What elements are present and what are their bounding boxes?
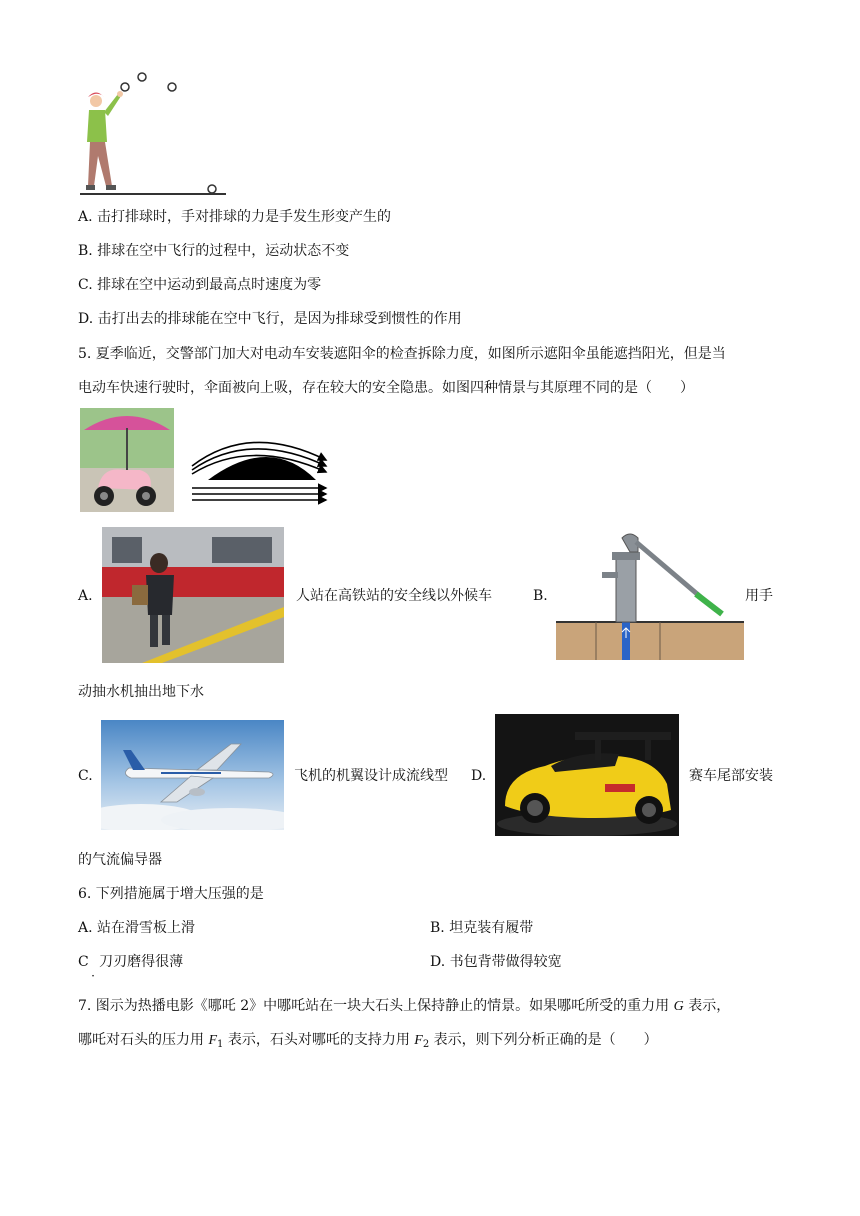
q4-option-d: [78, 309, 462, 329]
q4-option-c: [78, 275, 321, 295]
q5-stem-line-1: 5. 夏季临近，交警部门加大对电动车安装遮阳伞的检查拆除力度，如图所示遮阳伞虽能遮挡阳光，但是当: [78, 346, 726, 362]
option-label: D.: [78, 311, 94, 327]
option-text: 击打排球时，手对排球的力是手发生形变产生的: [97, 209, 392, 225]
subscript-2: 2: [422, 1039, 430, 1050]
q5-option-c-text: 飞机的机翼设计成流线型: [294, 768, 448, 784]
q6-option-a: A. 站在滑雪板上滑: [78, 920, 196, 936]
airplane-photo: [101, 720, 284, 830]
option-label: B.: [78, 243, 93, 259]
var-f1: F: [208, 1033, 218, 1048]
q5-option-a-label: A.: [78, 588, 93, 604]
option-label: A.: [78, 209, 93, 225]
q5-option-a-text: 人站在高铁站的安全线以外候车: [296, 588, 492, 604]
option-text: 排球在空中飞行的过程中，运动状态不变: [97, 243, 350, 259]
hand-pump-figure: [556, 528, 744, 660]
q5-option-b-text-1: 用手: [745, 588, 773, 604]
var-f2: F: [414, 1033, 423, 1048]
q5-option-d-text-2: 的气流偏导器: [78, 852, 162, 868]
option-text: 击打出去的排球能在空中飞行，是因为排球受到惯性的作用: [97, 311, 462, 327]
q5-option-b-label: B.: [533, 588, 548, 604]
q5-option-c-label: C.: [78, 768, 93, 784]
q7-text: 表示，石头对哪吒的支持力用: [223, 1032, 415, 1048]
q6-option-b: B. 坦克装有履带: [430, 920, 534, 936]
q5-option-d-text-1: 赛车尾部安装: [689, 768, 773, 784]
q7-stem-line-2: [78, 1030, 658, 1055]
scooter-umbrella-photo: [80, 408, 174, 512]
option-text: 刀刃磨得很薄: [99, 954, 184, 970]
subscript-1: 1: [217, 1039, 224, 1050]
q4-option-b: [78, 241, 349, 261]
volleyball-player-figure: [78, 68, 228, 198]
q5-option-d-label: D.: [471, 768, 487, 784]
q6-option-c: [78, 952, 184, 983]
q6-option-d: D. 书包背带做得较宽: [430, 954, 562, 970]
race-car-photo: [495, 714, 679, 836]
var-g: G: [673, 999, 684, 1014]
q7-text: 7. 图示为热播电影《哪吒 2》中哪吒站在一块大石头上保持静止的情景。如果哪吒所受的重力用: [78, 998, 674, 1014]
q4-option-a: [78, 207, 391, 227]
q5-option-b-text-2: 动抽水机抽出地下水: [78, 684, 204, 700]
stray-dot: ·: [91, 969, 95, 983]
q7-text: 哪吒对石头的压力用: [78, 1032, 209, 1048]
q7-stem-line-1: [78, 996, 730, 1017]
q6-stem: 6. 下列措施属于增大压强的是: [78, 886, 264, 902]
q5-stem-line-2: 电动车快速行驶时，伞面被向上吸，存在较大的安全隐患。如图四种情景与其原理不同的是（ ）: [78, 380, 694, 396]
option-label: C.: [78, 277, 93, 293]
option-label: C: [78, 954, 89, 970]
q7-text: 表示，: [683, 998, 731, 1014]
q7-text: 表示，则下列分析正确的是（ ）: [429, 1032, 658, 1048]
option-text: 排球在空中运动到最高点时速度为零: [97, 277, 322, 293]
airflow-diagram: [190, 436, 330, 506]
train-station-photo: [102, 527, 284, 663]
